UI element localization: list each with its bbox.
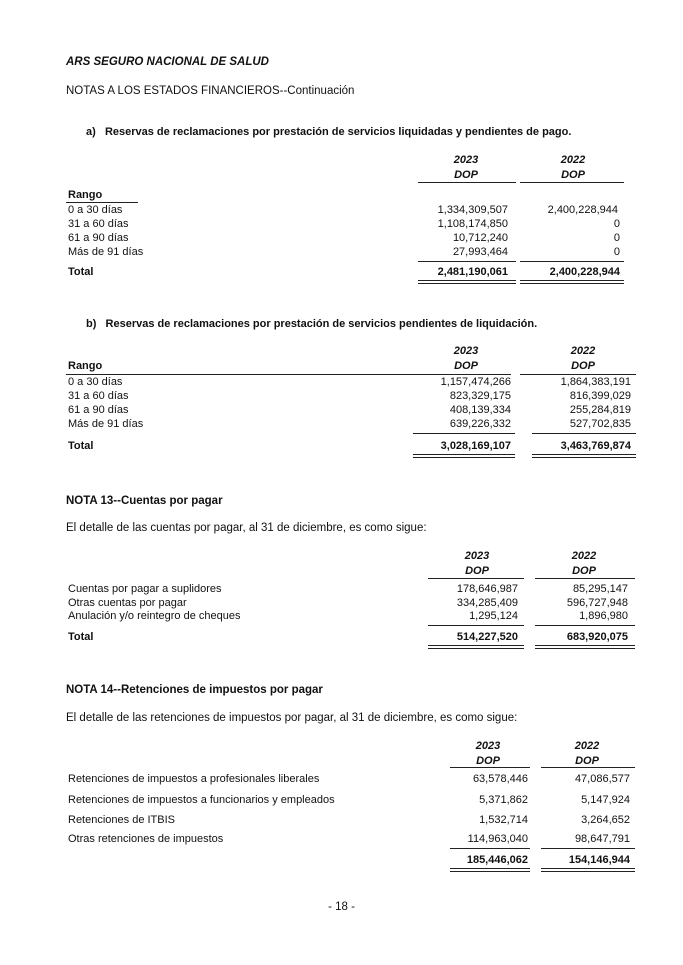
sec-a-row-label: Más de 91 días [68, 246, 144, 258]
sec-b-total-label: Total [68, 440, 94, 452]
sec-a-col1-subtotal-rule [418, 261, 516, 262]
nota14-col2-year: 2022 [574, 740, 600, 752]
sec-b-col2-subtotal-rule [532, 433, 636, 434]
nota14-row-2023: 63,578,446 [472, 773, 528, 785]
nota13-row-label: Anulación y/o reintegro de cheques [68, 610, 241, 622]
nota13-intro: El detalle de las cuentas por pagar, al 31 de diciembre, es como sigue: [66, 522, 427, 534]
sec-a-row-2023: 1,108,174,850 [437, 218, 508, 230]
nota14-row-2023: 1,532,714 [479, 814, 528, 826]
sec-a-row-2023: 10,712,240 [452, 232, 508, 244]
nota14-row-2022: 3,264,652 [581, 814, 630, 826]
nota13-col2-header-rule [535, 578, 635, 579]
sec-b-col1-subtotal-rule [413, 433, 515, 434]
company-name: ARS SEGURO NACIONAL DE SALUD [66, 56, 269, 68]
sec-a-row-2022: 0 [613, 218, 620, 230]
nota13-col2-subtotal-rule [535, 625, 635, 626]
sec-b-total-2022: 3,463,769,874 [560, 440, 631, 452]
nota13-row-2023: 334,285,409 [456, 597, 518, 609]
nota13-row-label: Otras cuentas por pagar [68, 597, 187, 609]
nota14-col2-double-rule [541, 868, 635, 872]
sec-a-col1-header-rule [418, 182, 516, 183]
sec-b-row-2022: 255,284,819 [569, 404, 631, 416]
nota13-row-2022: 85,295,147 [572, 583, 628, 595]
nota13-col1-year: 2023 [464, 550, 490, 562]
nota13-title: NOTA 13--Cuentas por pagar [66, 495, 223, 507]
nota13-total-2023: 514,227,520 [456, 631, 518, 643]
sec-a-range-label: Rango [68, 189, 103, 201]
sec-b-header-rule-left [66, 374, 511, 375]
sec-b-row-2023: 639,226,332 [449, 418, 511, 430]
nota14-row-label: Otras retenciones de impuestos [68, 833, 224, 845]
sec-b-range-label: Rango [68, 360, 103, 372]
sec-b-col1-year: 2023 [453, 345, 479, 357]
sec-b-col1-currency: DOP [454, 360, 478, 372]
sec-b-row-label: 0 a 30 días [68, 376, 123, 388]
nota13-row-2023: 1,295,124 [469, 610, 518, 622]
nota13-row-2023: 178,646,987 [456, 583, 518, 595]
sec-b-col2-currency: DOP [571, 360, 595, 372]
sec-b-total-2023: 3,028,169,107 [440, 440, 511, 452]
sec-b-row-2022: 816,399,029 [569, 390, 631, 402]
nota13-col1-header-rule [428, 578, 524, 579]
nota14-intro: El detalle de las retenciones de impuestos por pagar, al 31 de diciembre, es como sigue: [66, 712, 518, 724]
sec-a-row-2023: 27,993,464 [452, 246, 508, 258]
sec-b-col2-year: 2022 [570, 345, 596, 357]
nota14-row-label: Retenciones de ITBIS [68, 814, 176, 826]
page-number: - 18 - [328, 901, 355, 913]
sec-a-total-label: Total [68, 266, 94, 278]
sec-a-range-rule [66, 202, 138, 203]
nota13-col2-year: 2022 [571, 550, 597, 562]
nota13-col2-double-rule [535, 645, 635, 649]
nota14-row-2022: 5,147,924 [581, 794, 630, 806]
sec-a-row-label: 0 a 30 días [68, 204, 123, 216]
section-a-title: a) Reservas de reclamaciones por prestación de servicios liquidadas y pendientes de pago. [86, 126, 572, 138]
nota14-row-2022: 47,086,577 [574, 773, 630, 785]
sec-a-col2-header-rule [520, 182, 624, 183]
nota13-total-label: Total [68, 631, 94, 643]
sec-b-row-label: Más de 91 días [68, 418, 144, 430]
document-subtitle: NOTAS A LOS ESTADOS FINANCIEROS--Continuación [66, 85, 355, 97]
nota13-col1-subtotal-rule [428, 625, 524, 626]
sec-b-row-label: 31 a 60 días [68, 390, 129, 402]
sec-a-row-2023: 1,334,309,507 [437, 204, 508, 216]
nota14-col2-header-rule [541, 767, 635, 768]
sec-a-col2-currency: DOP [561, 169, 585, 181]
sec-b-col2-double-rule [532, 454, 636, 458]
sec-b-col1-double-rule [413, 454, 515, 458]
sec-a-col1-double-rule [418, 280, 516, 284]
nota14-row-2023: 5,371,862 [479, 794, 528, 806]
nota13-total-2022: 683,920,075 [566, 631, 628, 643]
sec-a-row-2022: 0 [613, 232, 620, 244]
nota14-total-2022: 154,146,944 [568, 854, 630, 866]
nota14-col1-year: 2023 [475, 740, 501, 752]
nota14-total-2023: 185,446,062 [466, 854, 528, 866]
nota13-col1-currency: DOP [465, 565, 489, 577]
sec-a-row-label: 61 a 90 días [68, 232, 129, 244]
nota14-col1-double-rule [450, 868, 530, 872]
nota14-row-2022: 98,647,791 [574, 833, 630, 845]
sec-b-row-label: 61 a 90 días [68, 404, 129, 416]
nota14-col1-subtotal-rule [450, 848, 530, 849]
sec-b-row-2022: 1,864,383,191 [560, 376, 631, 388]
nota14-row-label: Retenciones de impuestos a funcionarios y empleados [68, 794, 335, 806]
section-b-title: b) Reservas de reclamaciones por prestación de servicios pendientes de liquidación. [86, 318, 538, 330]
nota13-row-2022: 1,896,980 [579, 610, 628, 622]
nota13-row-label: Cuentas por pagar a suplidores [68, 583, 222, 595]
sec-a-total-2023: 2,481,190,061 [437, 266, 508, 278]
sec-a-row-2022: 2,400,228,944 [547, 204, 618, 216]
nota13-col1-double-rule [428, 645, 524, 649]
sec-a-row-label: 31 a 60 días [68, 218, 129, 230]
sec-a-total-2022: 2,400,228,944 [549, 266, 620, 278]
sec-b-row-2023: 823,329,175 [449, 390, 511, 402]
nota14-col1-header-rule [450, 767, 530, 768]
nota13-col2-currency: DOP [572, 565, 596, 577]
sec-a-col2-subtotal-rule [520, 261, 624, 262]
sec-b-row-2023: 408,139,334 [449, 404, 511, 416]
sec-a-col2-year: 2022 [560, 154, 586, 166]
sec-a-col1-currency: DOP [454, 169, 478, 181]
sec-b-row-2022: 527,702,835 [569, 418, 631, 430]
nota14-row-2023: 114,963,040 [467, 833, 528, 845]
sec-a-col2-double-rule [520, 280, 624, 284]
sec-b-header-rule-right [520, 374, 636, 375]
nota14-title: NOTA 14--Retenciones de impuestos por pagar [66, 684, 323, 696]
sec-b-row-2023: 1,157,474,266 [440, 376, 511, 388]
sec-a-col1-year: 2023 [453, 154, 479, 166]
nota14-row-label: Retenciones de impuestos a profesionales liberales [68, 773, 320, 785]
sec-a-row-2022: 0 [613, 246, 620, 258]
nota13-row-2022: 596,727,948 [566, 597, 628, 609]
nota14-col1-currency: DOP [476, 755, 500, 767]
nota14-col2-currency: DOP [575, 755, 599, 767]
nota14-col2-subtotal-rule [541, 848, 635, 849]
